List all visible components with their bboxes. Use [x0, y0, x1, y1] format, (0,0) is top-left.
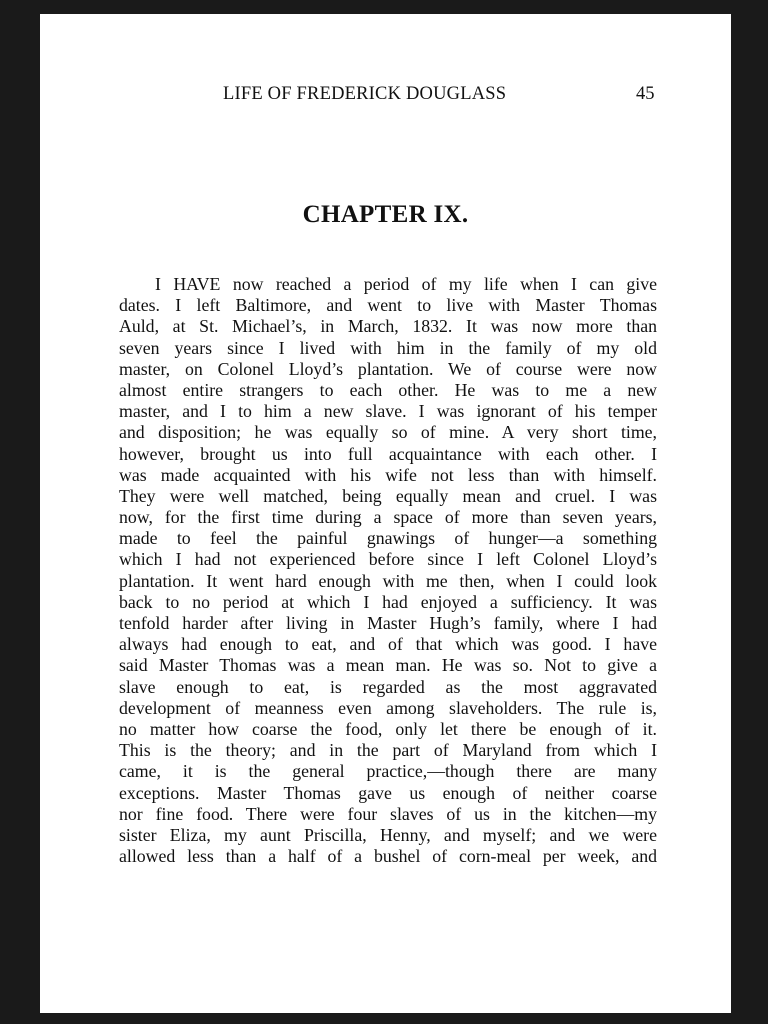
text-line: master, and I to him a new slave. I was ignorant of his temper: [119, 401, 657, 422]
text-line: however, brought us into full acquaintance with each other. I: [119, 443, 657, 464]
text-line: always had enough to eat, and of that which was good. I have: [119, 634, 657, 655]
running-header: [40, 84, 731, 112]
chapter-title: CHAPTER IX.: [302, 201, 469, 228]
chapter-body-text: [119, 274, 657, 867]
text-line: exceptions. Master Thomas gave us enough of neither coarse: [119, 782, 657, 803]
text-line: tenfold harder after living in Master Hugh’s family, where I had: [119, 613, 657, 633]
text-line: Auld, at St. Michael’s, in March, 1832. It was now more than: [119, 316, 657, 337]
page-number: 45: [636, 84, 655, 104]
text-line: said Master Thomas was a mean man. He was so. Not to give a: [119, 655, 657, 676]
text-line: They were well matched, being equally mean and cruel. I was: [119, 485, 657, 506]
text-line: now, for the first time during a space of more than seven years,: [119, 507, 657, 528]
text-line: was made acquainted with his wife not less than with himself.: [119, 464, 657, 485]
text-line: development of meanness even among slaveholders. The rule is,: [119, 697, 657, 718]
text-line: nor fine food. There were four slaves of us in the kitchen—my: [119, 803, 657, 824]
text-line: This is the theory; and in the part of Maryland from which I: [119, 740, 657, 761]
text-line: master, on Colonel Lloyd’s plantation. We of course were now: [119, 358, 657, 379]
text-line: which I had not experienced before since I left Colonel Lloyd’s: [119, 549, 657, 570]
text-line: no matter how coarse the food, only let there be enough of it.: [119, 718, 657, 739]
text-line: plantation. It went hard enough with me then, when I could look: [119, 570, 657, 591]
text-line: slave enough to eat, is regarded as the most aggravated: [119, 676, 657, 697]
text-line: back to no period at which I had enjoyed a sufficiency. It was: [119, 591, 657, 612]
text-line: sister Eliza, my aunt Priscilla, Henny, and myself; and we were: [119, 824, 657, 845]
running-title: LIFE OF FREDERICK DOUGLASS: [223, 84, 507, 104]
text-line: and disposition; he was equally so of mine. A very short time,: [119, 422, 657, 443]
first-line-rest: now reached a period of my life when I can give: [220, 274, 657, 294]
text-line: dates. I left Baltimore, and went to live with Master Thomas: [119, 295, 657, 316]
text-line: [119, 274, 657, 295]
text-line: almost entire strangers to each other. He was to me a new: [119, 379, 657, 400]
text-line: made to feel the painful gnawings of hunger—a something: [119, 528, 657, 549]
text-line: seven years since I lived with him in the family of my old: [119, 337, 657, 358]
text-line: allowed less than a half of a bushel of corn-meal per week, and: [119, 846, 657, 867]
text-line: came, it is the general practice,—though there are many: [119, 761, 657, 782]
lead-word: I HAVE: [155, 274, 221, 294]
book-page: [40, 14, 731, 1013]
